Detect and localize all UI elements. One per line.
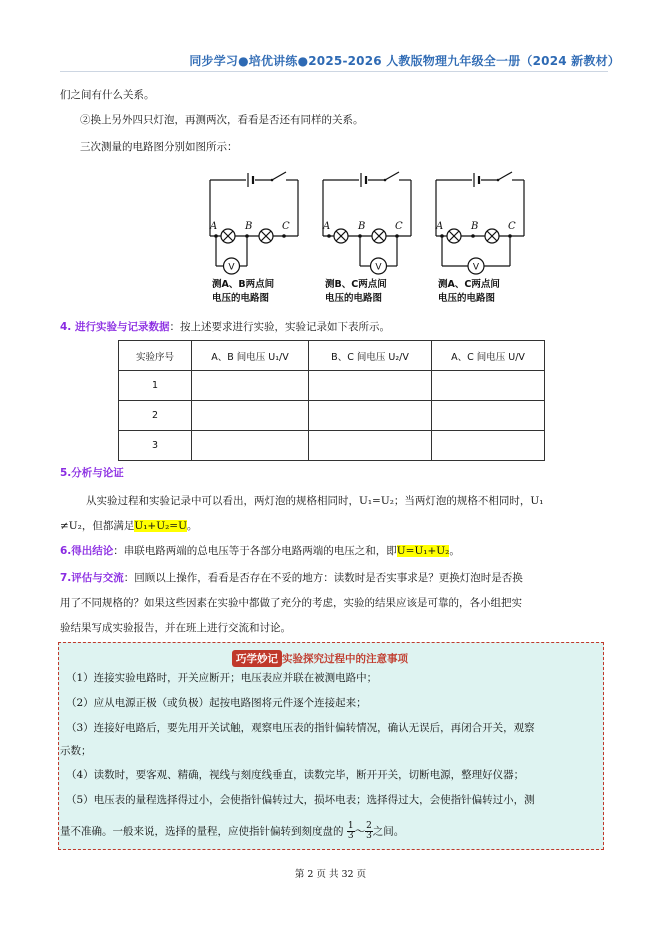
section-6-post: 。 <box>449 545 460 557</box>
table-cell <box>309 401 432 431</box>
table-cell <box>309 371 432 401</box>
lamp-icon <box>372 229 386 243</box>
battery-icon <box>361 173 366 187</box>
circuit-1 <box>209 172 298 304</box>
lamp-icon <box>221 229 235 243</box>
node-label: B <box>245 221 253 232</box>
table-header: A、B 间电压 U₁/V <box>192 341 309 371</box>
table-header: 实验序号 <box>119 341 192 371</box>
svg-text:V: V <box>472 262 480 273</box>
fraction-one-third: $\frac{1}{3}$ <box>347 821 354 841</box>
voltmeter-icon <box>371 258 387 274</box>
tips-title: 实验探究过程中的注意事项 <box>282 653 408 665</box>
node-dot <box>282 234 286 238</box>
table-row <box>119 431 545 461</box>
tip-item: （5）电压表的量程选择得过小，会使指针偏转过大，损坏电表；选择得过大，会使指针偏转过小，测 <box>66 794 535 806</box>
tip-item: （2）应从电源正极（或负极）起按电路图将元件逐个连接起来； <box>66 697 367 709</box>
circuit-caption: 电压的电路图 <box>438 293 496 304</box>
table-cell <box>432 401 545 431</box>
tip-item: 示数； <box>60 745 92 757</box>
switch-icon <box>271 172 286 181</box>
section-7 <box>60 571 523 585</box>
table-cell <box>432 371 545 401</box>
node-label: A <box>323 221 331 232</box>
circuit-caption: 电压的电路图 <box>212 293 270 304</box>
node-label: C <box>508 221 516 232</box>
circuit-caption: 测A、C两点间 <box>438 279 500 290</box>
switch-icon <box>497 172 512 181</box>
node-label: C <box>282 221 290 232</box>
section-5-formula: U₁+U₂=U <box>134 520 187 532</box>
table-header-row <box>119 341 545 371</box>
intro-line-3: 三次测量的电路图分别如图所示： <box>80 141 238 153</box>
table-cell <box>192 431 309 461</box>
switch-icon <box>384 172 399 181</box>
section-5-line-2 <box>60 519 197 533</box>
intro-line-2: ②换上另外四只灯泡，再测两次，看看是否还有同样的关系。 <box>80 114 364 126</box>
tilde: ～ <box>354 825 366 838</box>
tip-item: （1）连接实验电路时，开关应断开；电压表应并联在被测电路中； <box>66 672 378 684</box>
section-7-line-3: 验结果写成实验报告，并在班上进行交流和讨论。 <box>60 622 291 634</box>
tips-badge: 巧学妙记 <box>232 650 282 667</box>
tip-item: （3）连接好电路后，要先用开关试触，观察电压表的指针偏转情况，确认无误后，再闭合开关，观察 <box>66 722 535 734</box>
section-7-line-2: 用了不同规格的？如果这些因素在实验中都做了充分的考虑，实验的结果应该是可靠的，各小组把实 <box>60 597 522 609</box>
section-5-line-1: 从实验过程和实验记录中可以看出，两灯泡的规格相同时，U₁=U₂；当两灯泡的规格不相同时，U₁ <box>86 495 544 507</box>
page-footer: 第 2 页 共 32 页 <box>294 869 367 880</box>
table-cell <box>309 431 432 461</box>
node-label: B <box>358 221 366 232</box>
tip-item: 量不准确。一般来说，选择的量程，应使指针偏转到刻度盘的 <box>60 825 344 838</box>
voltmeter-icon <box>224 258 240 274</box>
section-5-line-2-post: 。 <box>186 520 198 532</box>
circuit-diagrams <box>200 168 540 308</box>
circuit-2 <box>322 172 411 304</box>
table-cell: 1 <box>119 371 192 401</box>
battery-icon <box>248 173 253 187</box>
node-label: B <box>471 221 479 232</box>
section-5-title: 5.分析与论证 <box>60 467 124 479</box>
node-label: A <box>210 221 218 232</box>
section-6-text: ：串联电路两端的总电压等于各部分电路两端的电压之和，即 <box>113 545 397 557</box>
table-cell: 2 <box>119 401 192 431</box>
section-4-title: 4. 进行实验与记录数据 <box>60 321 170 333</box>
lamp-icon <box>259 229 273 243</box>
section-6-formula: U=U₁+U₂ <box>396 545 450 557</box>
section-4 <box>60 320 390 334</box>
record-table <box>118 340 545 461</box>
table-row <box>119 371 545 401</box>
table-cell: 3 <box>119 431 192 461</box>
tip-item: （4）读数时，要客观、精确，视线与刻度线垂直，读数完毕，断开开关，切断电源，整理好仪器； <box>66 769 525 781</box>
section-7-title: 7.评估与交流 <box>60 572 124 584</box>
circuit-caption: 电压的电路图 <box>325 293 383 304</box>
intro-line-1: 们之间有什么关系。 <box>60 89 155 101</box>
svg-text:V: V <box>228 262 235 273</box>
table-header: B、C 间电压 U₂/V <box>309 341 432 371</box>
section-4-text: ：按上述要求进行实验，实验记录如下表所示。 <box>169 321 390 333</box>
lamp-icon <box>447 229 461 243</box>
node-label: A <box>436 221 444 232</box>
svg-text:V: V <box>375 262 382 273</box>
section-6-title: 6.得出结论 <box>60 545 114 557</box>
table-cell <box>432 431 545 461</box>
circuit-3 <box>435 172 524 304</box>
lamp-icon <box>485 229 499 243</box>
lamp-icon <box>334 229 348 243</box>
tip-item-last <box>60 822 404 841</box>
section-5 <box>60 466 124 480</box>
node-dot <box>327 234 331 238</box>
table-cell <box>192 401 309 431</box>
node-label: C <box>395 221 403 232</box>
table-cell <box>192 371 309 401</box>
circuit-caption: 测A、B两点间 <box>212 279 275 290</box>
voltmeter-icon <box>468 258 484 274</box>
fraction-two-thirds: $\frac{2}{3}$ <box>366 821 372 841</box>
node-dot <box>471 234 475 238</box>
section-6 <box>60 544 460 558</box>
battery-icon <box>474 173 479 187</box>
table-row <box>119 401 545 431</box>
section-7-line-1: ：回顾以上操作，看看是否存在不妥的地方：读数时是否实事求是？更换灯泡时是否换 <box>123 572 523 584</box>
page-header: 同步学习●培优讲练●2025-2026 人教版物理九年级全一册（2024 新教材） <box>189 54 620 68</box>
table-header: A、C 间电压 U/V <box>432 341 545 371</box>
header-divider <box>60 71 608 72</box>
section-5-line-2-pre: ≠U₂，但都满足 <box>60 520 135 532</box>
tips-heading <box>232 647 408 667</box>
circuit-caption: 测B、C两点间 <box>325 279 387 290</box>
tip-end: 之间。 <box>372 825 405 838</box>
